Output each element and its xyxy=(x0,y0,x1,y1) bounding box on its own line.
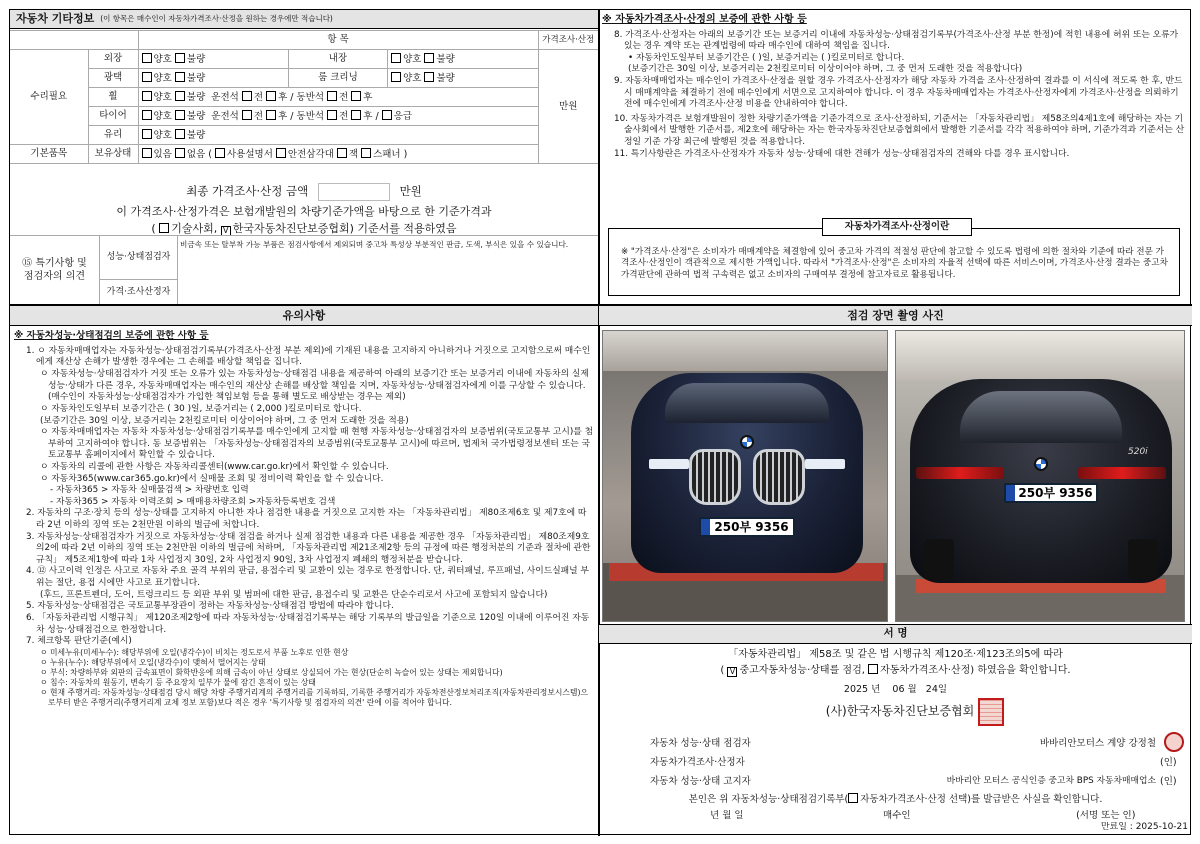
price-guarantee-section xyxy=(602,12,1188,302)
note-2: 2. 자동차의 구조·장치 등의 성능·상태를 고지하지 아니한 자나 점검한 내용을 거짓으로 고지한 자는 「자동차관리법」 제80조제6호 및 제7호에 따라 2년 이하의 징역 또는 2천만원 이하의 벌금에 처합니다. xyxy=(26,508,587,531)
possession-none-checkbox[interactable] xyxy=(175,148,185,158)
note-7d: ㅇ 침수: 자동차의 원동기, 변속기 등 주요장치 일부가 물에 잠긴 흔적이 있는 상태 xyxy=(40,678,316,688)
basis-opt2: 한국자동차진단보증협회 xyxy=(232,222,350,235)
perf-inspector-text: 비금속 또는 탈부착 가능 부품은 점검사항에서 제외되며 중고차 특성상 부분적인 판금, 도색, 부식은 있을 수 있습니다. xyxy=(180,240,569,249)
gloss-label: 광택 xyxy=(88,69,138,88)
wheel-good-checkbox[interactable] xyxy=(142,91,152,101)
front-car-photo xyxy=(602,330,888,622)
repair-label: 수리필요 xyxy=(10,50,88,145)
col-item-header: 항 목 xyxy=(138,31,538,50)
col-price-header: 가격조사·산정 xyxy=(538,31,598,50)
room-cleaning-label: 룸 크리닝 xyxy=(288,69,387,88)
wheel-bad-checkbox[interactable] xyxy=(175,91,185,101)
basis-opt1-checkbox[interactable] xyxy=(159,223,169,233)
other-info-header xyxy=(10,10,598,29)
signature-statement: 「자동차관리법」 제58조 및 같은 법 시행규칙 제120조·제123조의5에 따라 ( V 중고자동차성능·상태를 점검, 자동차가격조사·산정) 하였음을 확인합니다. xyxy=(599,647,1192,679)
note-7: 7. 체크항목 판단기준(예시) xyxy=(26,636,132,647)
note-5: 5. 자동차성능·상태점검은 국토교통부장관이 정하는 자동차성능·상태점검 방법에 따라야 합니다. xyxy=(26,601,394,612)
basis-line1: 이 가격조사·산정가격은 보험개발원의 차량기준가액을 바탕으로 한 기준가격과 xyxy=(116,205,492,218)
guarantee-item-8a: • 자동차인도일부터 보증기간은 ( )일, 보증거리는 ( )킬로미터로 합니다. xyxy=(628,52,905,63)
final-price-label: 최종 가격조사·산정 금액 xyxy=(186,184,309,198)
signature-date: 2025 년 06 월 24일 xyxy=(843,684,948,695)
note-1i: - 자동차365 > 자동차 이력조회 > 매매용차량조회 >자동차등록번호 검색 xyxy=(50,496,336,507)
kidney-grille-right xyxy=(753,449,805,505)
sig-row-notifier: 자동차 성능·상태 고지자 바바리안 모터스 공식인증 중고차 BPS 자동차매매업소 (인) xyxy=(650,776,1177,787)
price-definition-text: ※ "가격조사·산정"은 소비자가 매매계약을 체결함에 있어 중고차 가격의 적절성 판단에 참고할 수 있도록 법령에 의한 절차와 기준에 따라 전문 가격조사·산정인이 객관적으로 제시한 가액입니다. 따라서 "가격조사·산정"은 소비자의 자율적 선택에 따른 서비스이며, 가격조사·산정 결과는 중고차 가격판단에 관하여 법적 구속력은 없고 소비자의 구매여부 결정에 참고자료로 활용됩니다. xyxy=(621,247,1168,280)
rear-plate: 250부 9356 xyxy=(1004,483,1098,503)
spanner-checkbox[interactable] xyxy=(361,148,371,158)
wheel-driver-rear-checkbox[interactable] xyxy=(266,91,276,101)
note-7b: ㅇ 누유(누수): 해당부위에서 오일(냉각수)이 맺혀서 떨어지는 상태 xyxy=(40,657,266,667)
price-definition-title: 자동차가격조사·산정이란 xyxy=(822,218,972,236)
gloss-good-checkbox[interactable] xyxy=(142,72,152,82)
tire-driver-rear-checkbox[interactable] xyxy=(266,110,276,120)
final-price-row xyxy=(10,180,598,202)
tire-emergency-checkbox[interactable] xyxy=(382,110,392,120)
center-divider xyxy=(598,10,600,836)
note-4b: (후드, 프론트펜더, 도어, 트렁크리드 등 외판 부위 및 범퍼에 대한 판금, 용접수리 및 교환은 단순수리로서 사고에 포함되지 않습니다) xyxy=(40,589,548,600)
basis-opt1: 기술사회 xyxy=(171,222,214,235)
price-inspector-label: 가격·조사산정자 xyxy=(100,280,178,304)
tail-light-right xyxy=(1078,467,1166,479)
signature-line1: 「자동차관리법」 제58조 및 같은 법 시행규칙 제120조·제123조의5에 따라 xyxy=(728,649,1063,660)
other-info-title: 자동차 기타정보 xyxy=(16,12,95,26)
check-performance-checkbox[interactable]: V xyxy=(727,667,737,677)
tire-driver-front-checkbox[interactable] xyxy=(242,110,252,120)
note-7e: ㅇ 현재 주행거리: 자동차성능·상태점검 당시 해당 차량 주행거리계의 주행거리를 기록하되, 기록한 주행거리가 자동차전산정보처리조직(자동차관리정보시스템)으로부터 받은 주행거리(주행거리계 교체 정보 포함)보다 적은 경우 '특기사항 및 점검자의 의견' 란에 이를 적어야 합니다. xyxy=(40,688,589,708)
tail-light-left xyxy=(916,467,1004,479)
glass-label: 유리 xyxy=(88,126,138,145)
wheel-pass-front-checkbox[interactable] xyxy=(327,91,337,101)
bmw-rear-logo-icon xyxy=(1034,457,1048,471)
note-4: 4. ⑫ 사고이력 인정은 사고로 자동차 주요 골격 부위의 판금, 용접수리 및 교환이 있는 경우로 한정합니다. 단, 쿼터패널, 루프패널, 사이드실패널 부위는 절단, 용접 시에만 사고로 표기합니다. xyxy=(26,566,589,589)
guarantee-item-8b: (보증기간은 30일 이상, 보증거리는 2천킬로미터 이상이어야 하며, 그 중 먼저 도래한 것을 적용합니다) xyxy=(628,64,1023,75)
room-good-checkbox[interactable] xyxy=(391,72,401,82)
inspector-seal-stamp xyxy=(1164,732,1184,752)
note-3: 3. 자동차성능·상태점검자가 거짓으로 자동차성능·상태 점검을 하거나 실제 점검한 내용과 다른 내용을 제공한 경우 「자동차관리법」 제80조제9호의2에 따라 2년 이하의 징역 또는 2천만원 이하의 벌금에 처하며, 「자동차관리법 제21조제2항 등의 규정에 따른 행정처분의 기준과 절차에 관한 규칙」 제5조제1항에 따라 1차 사업정지 30일, 2차 사업정지 90일, 3차 사업정지 폐쇄의 행정처분을 받습니다. xyxy=(26,531,591,565)
note-1g: ㅇ 자동차365(www.car365.go.kr)에서 실매물 조회 및 정비이력 확인을 할 수 있습니다. xyxy=(40,473,384,484)
tire-bad-checkbox[interactable] xyxy=(175,110,185,120)
interior-bad-checkbox[interactable] xyxy=(424,53,434,63)
triangle-checkbox[interactable] xyxy=(276,148,286,158)
final-price-input[interactable] xyxy=(318,183,390,201)
manual-checkbox[interactable] xyxy=(215,148,225,158)
note-1e: ㅇ 자동차매매업자는 자동차 자동차성능·상태점검기록부를 매수인에게 고지할 때 현행 자동차성능·상태점검자의 보증범위(국토교통부 고시)를 첨부하여 고지하여야 합니다. 동 보증범위는 「자동차성능·상태점검자의 보증범위(국토교통부 고시)에 따르며, 법제처 국가법령정보센터 또는 국토교통부 홈페이지에서 확인할 수 있습니다. xyxy=(40,427,594,461)
glass-bad-checkbox[interactable] xyxy=(175,129,185,139)
basis-tail: 기준서를 적용하였음 xyxy=(357,222,457,235)
tire-label: 타이어 xyxy=(88,107,138,126)
photos-header: 점검 장면 촬영 사진 xyxy=(599,306,1192,326)
kidney-grille-left xyxy=(689,449,741,505)
note-1c: ㅇ 자동차인도일부터 보증기간은 ( 30 )일, 보증거리는 ( 2,000 )킬로미터로 합니다. xyxy=(40,403,362,414)
interior-label: 내장 xyxy=(288,50,387,69)
org-seal-stamp xyxy=(978,698,1004,726)
note-1h: - 자동차365 > 자동차 실매물검색 > 차량번호 입력 xyxy=(50,485,249,496)
guarantee-item-11: 11. 특기사항란은 가격조사·산정자가 자동차 성능·상태에 대한 견해가 성능·상태점검자의 견해와 다를 경우 표시합니다. xyxy=(614,148,1070,159)
wheel-pass-rear-checkbox[interactable] xyxy=(351,91,361,101)
note-1b: ㅇ 자동차성능·상태점검자가 거짓 또는 오류가 있는 자동차성능·상태점검 내용을 제공하여 아래의 보증기간 또는 보증거리 이내에 자동차의 실제 성능·상태가 다른 경우, 자동차매매업자는 매수인의 재산상 손해를 배상할 책임을 지며, 자동차성능·상태점검자에게 이를 구상할 수 있습니다.(매수인이 자동차성능·상태점검자가 가입한 책임보험 등을 통해 별도로 배상받는 경우는 제외) xyxy=(40,369,589,403)
sig-row-price: 자동차가격조사·산정자 (인) xyxy=(650,757,1177,768)
note-6: 6. 「자동차관리법 시행규칙」 제120조제2항에 따라 자동차성능·상태점검기록부는 해당 기록부의 발급일을 기준으로 120일 이내에 이루어진 자동차 성능·상태점검으로 한정합니다. xyxy=(26,612,590,635)
tire-good-checkbox[interactable] xyxy=(142,110,152,120)
gloss-bad-checkbox[interactable] xyxy=(175,72,185,82)
notes-header: 유의사항 xyxy=(10,306,598,326)
exterior-bad-checkbox[interactable] xyxy=(175,53,185,63)
special-notes xyxy=(10,235,598,304)
notes-body xyxy=(14,330,594,834)
glass-good-checkbox[interactable] xyxy=(142,129,152,139)
basis-opt2-checkbox[interactable]: V xyxy=(221,226,231,236)
issuer-org: (사)한국자동차진단보증협회 xyxy=(825,704,975,718)
note-1d: (보증기간은 30일 이상, 보증거리는 2천킬로미터 이상이어야 하며, 그 중 먼저 도래한 것을 적용) xyxy=(40,415,409,426)
tire-pass-front-checkbox[interactable] xyxy=(327,110,337,120)
price-guarantee-title: ※ 자동차가격조사·산정의 보증에 관한 사항 등 xyxy=(602,14,807,25)
possession-have-checkbox[interactable] xyxy=(142,148,152,158)
inspection-document xyxy=(9,9,1191,835)
sig-row-performance: 자동차 성능·상태 점검자 바바리안모터스 계양 강정철 xyxy=(650,738,1156,749)
notes-title: ※ 자동차성능·상태점검의 보증에 관한 사항 등 xyxy=(14,330,209,341)
final-price-unit: 만원 xyxy=(399,184,422,198)
model-badge: 520i xyxy=(1128,447,1148,457)
wheel-label: 휠 xyxy=(88,88,138,107)
price-unit: 만원 xyxy=(538,50,598,164)
front-plate: 250부 9356 xyxy=(699,517,795,537)
repair-table: 항 목 가격조사·산정 수리필요 외장 양호 불량 내장 양호 불량 만원 광택 양호 불량 룸 크리닝 양호 불량 휠 양호 불량 운전석 전 후 / 동반석 전 후 타이어 양호 불량 운전석 전 후 / 동반석 전 후 / 응급 유리 양호 불량 기본품목 보유상태 있음 없음 ( 사용설명서 안전삼각대 잭 스패너 ) xyxy=(10,30,598,164)
interior-good-checkbox[interactable] xyxy=(391,53,401,63)
basic-items-label: 기본품목 xyxy=(10,145,88,164)
bmw-logo-icon xyxy=(740,435,754,449)
perf-inspector-label: 성능·상태점검자 xyxy=(100,236,178,280)
exterior-label: 외장 xyxy=(88,50,138,69)
signature-header: 서 명 xyxy=(599,625,1192,644)
note-1: 1. ㅇ 자동차매매업자는 자동차성능·상태점검기록부(가격조사·산정 부분 제외)에 기재된 내용을 고지하지 아니하거나 거짓으로 고지함으로써 매수인에게 재산상 손해가 발생한 경우에는 그 손해를 배상할 책임을 집니다. xyxy=(26,345,591,368)
expiry-date: 만료일 : 2025-10-21 xyxy=(1100,822,1188,832)
check-price-checkbox[interactable] xyxy=(868,664,878,674)
jack-checkbox[interactable] xyxy=(337,148,347,158)
room-bad-checkbox[interactable] xyxy=(424,72,434,82)
note-7c: ㅇ 부식: 차량하부와 외판의 금속표면이 화학반응에 의해 금속이 아닌 상태로 상실되어 가는 현상(단순히 녹슬어 있는 상태는 제외합니다) xyxy=(40,667,503,677)
exterior-good-checkbox[interactable] xyxy=(142,53,152,63)
guarantee-item-9: 9. 자동차매매업자는 매수인이 가격조사·산정을 원할 경우 가격조사·산정자가 해당 자동차 가격을 조사·산정하여 결과를 이 서식에 적도록 한 후, 반드시 매매계약을 체결하기 전에 매수인에게 서면으로 고지하여야 합니다. 이 경우 자동차매매업자는 가격조사·산정자에게 가격조사·산정을 의뢰하기 전에 매수인에게 가격조사·산정 비용을 안내하여야 합니다. xyxy=(614,75,1183,110)
possession-label: 보유상태 xyxy=(88,145,138,164)
buyer-row: 년 월 일 매수인 (서명 또는 인) xyxy=(710,810,1136,821)
wheel-driver-front-checkbox[interactable] xyxy=(242,91,252,101)
note-7a: ㅇ 미세누유(미세누수): 해당부위에 오일(냉각수)이 비치는 정도로서 부품 노후로 인한 현상 xyxy=(40,647,349,657)
receipt-price-checkbox[interactable] xyxy=(848,793,858,803)
guarantee-item-10: 10. 자동차가격은 보험개발원이 정한 차량기준가액을 기준가격으로 조사·산정하되, 기준서는 「자동차관리법」 제58조의4제1호에 해당하는 자는 기술사회에서 발행한 기준서를, 제2호에 해당하는 자는 한국자동차진단보증협회에서 발행한 기준서를 각각 적용하여야 하며, 기준가격과 기준서는 산정일 기준 가장 최근에 발행된 것을 적용합니다. xyxy=(614,113,1185,147)
guarantee-item-8: 8. 가격조사·산정자는 아래의 보증기간 또는 보증거리 이내에 자동차성능·상태점검기록부(가격조사·산정 부분 한정)에 적힌 내용에 허위 또는 오류가 있는 경우 계약 또는 관계법령에 따라 매수인에 대하여 책임을 집니다. xyxy=(614,29,1179,52)
special-label: ⑮ 특기사항 및 점검자의 의견 xyxy=(10,236,100,304)
tire-pass-rear-checkbox[interactable] xyxy=(351,110,361,120)
basis-text: 이 가격조사·산정가격은 보험개발원의 차량기준가액을 바탕으로 한 기준가격과 ( 기술사회, V 한국자동차진단보증협회) 기준서를 적용하였음 xyxy=(10,203,598,241)
note-1f: ㅇ 자동차의 리콜에 관한 사항은 자동차리콜센터(www.car.go.kr)에서 확인할 수 있습니다. xyxy=(40,461,389,472)
receipt-statement: 본인은 위 자동차성능·상태점검기록부( 자동차가격조사·산정 선택)를 발급받은 사실을 확인합니다. xyxy=(688,794,1103,805)
rear-car-photo xyxy=(895,330,1185,622)
price-definition-box xyxy=(608,228,1180,296)
other-info-note: (이 항목은 매수인이 자동차가격조사·산정을 원하는 경우에만 적습니다) xyxy=(100,14,333,24)
